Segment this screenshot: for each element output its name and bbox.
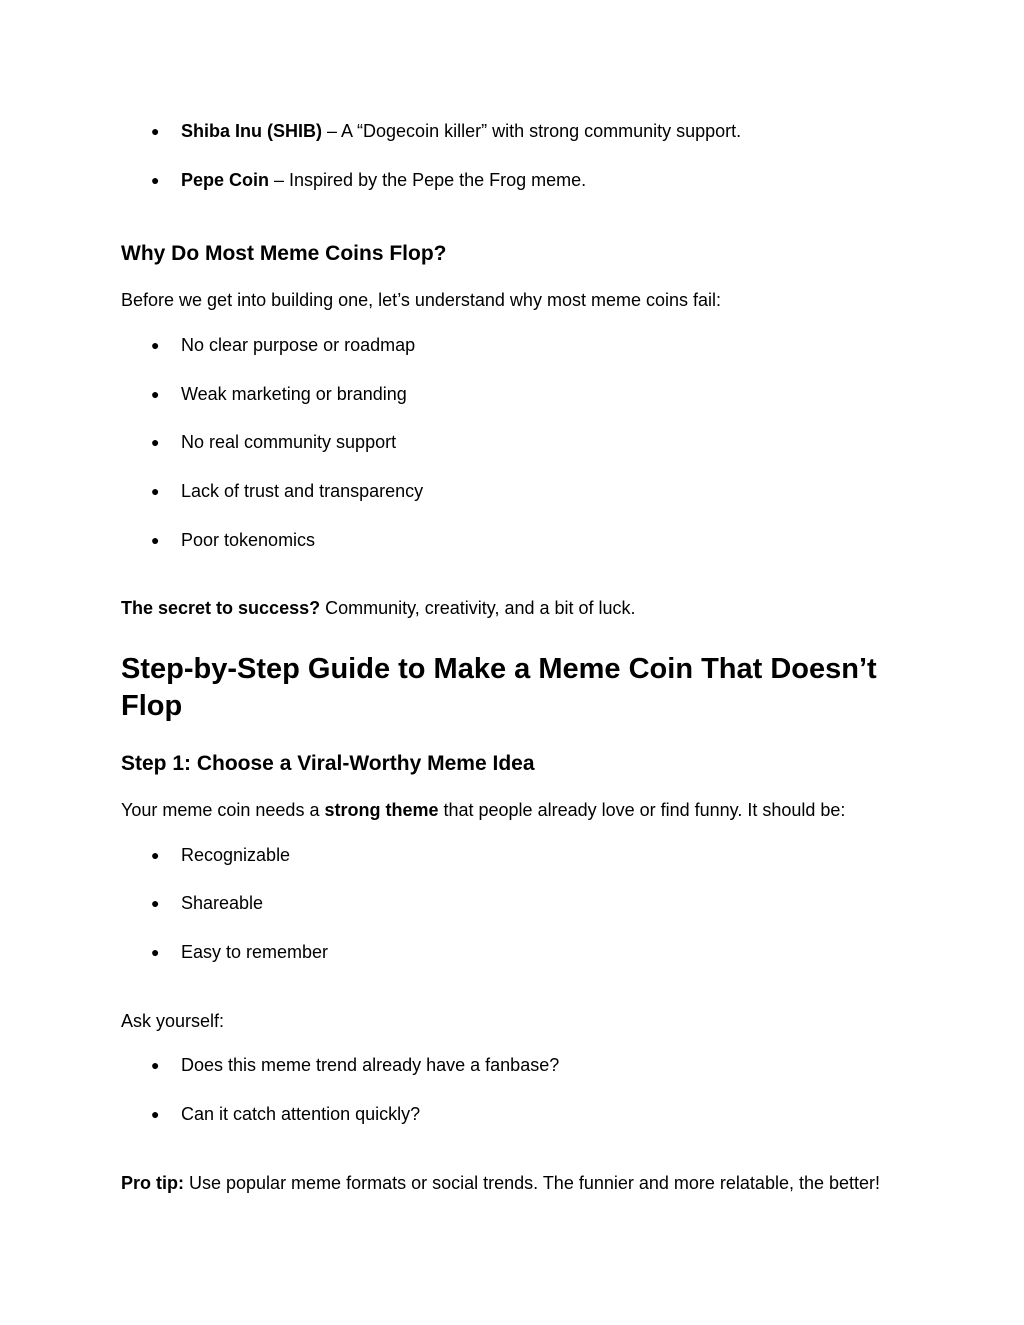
list-item-text: Recognizable	[181, 845, 291, 865]
coin-name: Pepe Coin	[181, 170, 270, 190]
paragraph: The secret to success? Community, creativity, and a bit of luck.	[121, 598, 636, 618]
list-item-text: No clear purpose or roadmap	[181, 335, 416, 355]
paragraph: Before we get into building one, let’s understand why most meme coins fail:	[121, 290, 721, 310]
bullet-icon: ●	[151, 123, 160, 139]
list-item-text: No real community support	[181, 432, 397, 452]
list-item-text: Can it catch attention quickly?	[181, 1104, 421, 1124]
bullet-icon: ●	[151, 1057, 160, 1073]
pro-tip-label: Pro tip:	[121, 1173, 184, 1193]
bullet-icon: ●	[151, 944, 160, 960]
secret-label: The secret to success?	[121, 598, 321, 618]
coin-description: – Inspired by the Pepe the Frog meme.	[269, 170, 587, 190]
bullet-icon: ●	[151, 434, 160, 450]
bullet-icon: ●	[151, 532, 160, 548]
bullet-icon: ●	[151, 1106, 160, 1122]
list-item-text: Shareable	[181, 893, 264, 913]
section-heading: Why Do Most Meme Coins Flop?	[121, 242, 447, 265]
paragraph: Your meme coin needs a strong theme that people already love or find funny. It should be:	[121, 800, 846, 820]
bullet-icon: ●	[151, 386, 160, 402]
list-item-text: Lack of trust and transparency	[181, 481, 424, 501]
page-title: Step-by-Step Guide to Make a Meme Coin That Doesn’t Flop	[121, 653, 877, 722]
bullet-icon: ●	[151, 337, 160, 353]
list-item-text: Weak marketing or branding	[181, 384, 407, 404]
bullet-icon: ●	[151, 895, 160, 911]
list-item-text: Easy to remember	[181, 942, 329, 962]
bullet-icon: ●	[151, 483, 160, 499]
coin-description: – A “Dogecoin killer” with strong community support.	[322, 121, 742, 141]
coin-name: Shiba Inu (SHIB)	[181, 121, 322, 141]
emphasis: strong theme	[324, 800, 439, 820]
list-item-text: Poor tokenomics	[181, 530, 316, 550]
step-heading: Step 1: Choose a Viral-Worthy Meme Idea	[121, 752, 535, 775]
list-item-text: Does this meme trend already have a fanbase?	[181, 1055, 560, 1075]
bullet-icon: ●	[151, 847, 160, 863]
paragraph: Ask yourself:	[121, 1011, 225, 1031]
pro-tip: Pro tip: Use popular meme formats or social trends. The funnier and more relatable, the better!	[121, 1173, 881, 1193]
bullet-icon: ●	[151, 172, 160, 188]
